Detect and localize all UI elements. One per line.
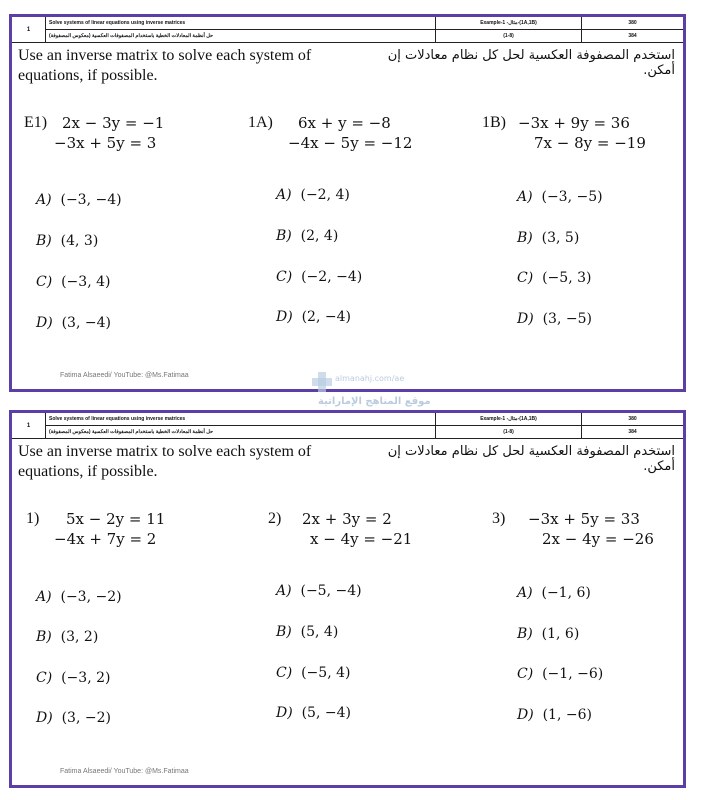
equation-1: 2x + 3y = 2 (302, 510, 392, 528)
equation-2: 2x − 4y = −26 (542, 530, 654, 548)
choice-letter: C) (517, 270, 534, 286)
choice-value: (5, −4) (301, 705, 351, 721)
choice-letter: B) (517, 626, 533, 642)
page-cell (582, 17, 683, 42)
choice-letter: B) (276, 228, 292, 244)
choice-c[interactable] (276, 665, 350, 681)
page-number-2: 384 (628, 33, 637, 39)
choice-letter: D) (517, 311, 534, 327)
problem-label: 1A) (248, 114, 273, 131)
choice-value: (2, −4) (301, 309, 351, 325)
choice-d[interactable] (276, 309, 351, 325)
choice-b[interactable] (517, 230, 579, 246)
lesson-title-en: Solve systems of linear equations using inverse matrices (46, 413, 435, 426)
choice-a[interactable] (36, 192, 122, 208)
choice-d[interactable] (276, 705, 351, 721)
worksheet-header (12, 17, 683, 43)
choice-letter: D) (276, 705, 293, 721)
choice-b[interactable] (36, 233, 98, 249)
choice-letter: A) (276, 187, 292, 203)
problem-label: 3) (492, 510, 506, 527)
page-cell (582, 413, 683, 438)
choice-value: (−3, −5) (541, 189, 603, 205)
choice-value: (−5, 4) (301, 665, 351, 681)
instruction-arabic: استخدم المصفوفة العكسية لحل كل نظام معادلات إن أمكن. (387, 48, 675, 78)
choice-value: (−2, 4) (300, 187, 350, 203)
choice-a[interactable] (36, 589, 122, 605)
choice-value: (−5, −4) (300, 583, 362, 599)
instruction-arabic: استخدم المصفوفة العكسية لحل كل نظام معادلات إن أمكن. (387, 444, 675, 474)
choice-value: (2, 4) (300, 228, 339, 244)
lesson-title-ar: حل أنظمة المعادلات الخطية باستخدام المصفوفات العكسية (معكوس المصفوفة) (49, 429, 214, 435)
lesson-number: 1 (12, 17, 46, 42)
choice-value: (−1, 6) (541, 585, 591, 601)
choice-letter: A) (36, 192, 52, 208)
choice-c[interactable] (36, 274, 110, 290)
choice-value: (−5, 3) (542, 270, 592, 286)
choice-letter: B) (276, 624, 292, 640)
choice-letter: D) (36, 710, 53, 726)
choice-value: (−3, −4) (60, 192, 122, 208)
choice-b[interactable] (276, 624, 338, 640)
example-cell (436, 17, 582, 42)
page-number-2: 384 (628, 429, 637, 435)
worksheet-header (12, 413, 683, 439)
lesson-title-en: Solve systems of linear equations using inverse matrices (46, 17, 435, 30)
lesson-titles (46, 17, 436, 42)
problem-label: 2) (268, 510, 282, 527)
choice-d[interactable] (517, 707, 592, 723)
equation-1: 5x − 2y = 11 (66, 510, 166, 528)
choice-c[interactable] (276, 269, 362, 285)
choice-letter: D) (517, 707, 534, 723)
equation-2: 7x − 8y = −19 (534, 134, 646, 152)
watermark-name: موقع المناهج الإماراتية (318, 396, 431, 407)
equation-1: −3x + 9y = 36 (518, 114, 630, 132)
choice-value: (1, 6) (541, 626, 580, 642)
choice-letter: A) (517, 585, 533, 601)
choice-value: (3, −5) (542, 311, 592, 327)
exercise-range: (1-8) (503, 429, 514, 435)
choice-letter: A) (36, 589, 52, 605)
choice-letter: C) (36, 274, 53, 290)
equation-1: 6x + y = −8 (298, 114, 391, 132)
choice-value: (−1, −6) (542, 666, 604, 682)
watermark-logo-icon (312, 372, 332, 392)
choice-a[interactable] (276, 187, 350, 203)
choice-value: (3, 5) (541, 230, 580, 246)
choice-a[interactable] (276, 583, 362, 599)
choice-a[interactable] (517, 189, 603, 205)
choice-d[interactable] (36, 315, 111, 331)
choice-letter: C) (276, 269, 293, 285)
choice-c[interactable] (36, 670, 110, 686)
page-number-1: 380 (582, 413, 683, 426)
choice-value: (−2, −4) (301, 269, 363, 285)
problem-label: 1B) (482, 114, 506, 131)
choice-letter: B) (36, 629, 52, 645)
choice-letter: C) (276, 665, 293, 681)
choice-value: (1, −6) (542, 707, 592, 723)
equation-2: −4x + 7y = 2 (54, 530, 157, 548)
lesson-title-ar: حل أنظمة المعادلات الخطية باستخدام المصفوفات العكسية (معكوس المصفوفة) (49, 33, 214, 39)
problem-label: 1) (26, 510, 40, 527)
choice-letter: C) (517, 666, 534, 682)
exercise-range: (1-8) (503, 33, 514, 39)
equation-2: −4x − 5y = −12 (288, 134, 413, 152)
choice-letter: B) (517, 230, 533, 246)
choice-letter: C) (36, 670, 53, 686)
choice-value: (3, −2) (61, 710, 111, 726)
choice-c[interactable] (517, 666, 603, 682)
choice-d[interactable] (36, 710, 111, 726)
instruction-english: Use an inverse matrix to solve each system of equations, if possible. (18, 443, 312, 480)
choice-letter: D) (276, 309, 293, 325)
example-label: Example-1 -مثال-(1A,1B) (436, 17, 581, 30)
choice-b[interactable] (36, 629, 98, 645)
choice-value: (−3, 4) (61, 274, 111, 290)
page-number-1: 380 (582, 17, 683, 30)
footer-credit: Fatima Alsaeedi/ YouTube: @Ms.Fatimaa (60, 372, 189, 379)
choice-value: (−3, −2) (60, 589, 122, 605)
choice-value: (−3, 2) (61, 670, 111, 686)
choice-value: (3, 2) (60, 629, 99, 645)
choice-value: (3, −4) (61, 315, 111, 331)
instruction-english: Use an inverse matrix to solve each system of equations, if possible. (18, 47, 312, 84)
choice-letter: D) (36, 315, 53, 331)
choice-letter: B) (36, 233, 52, 249)
choice-c[interactable] (517, 270, 591, 286)
choice-d[interactable] (517, 311, 592, 327)
choice-letter: A) (517, 189, 533, 205)
worksheet-2 (9, 410, 686, 788)
example-cell (436, 413, 582, 438)
problem-label: E1) (24, 114, 48, 131)
choice-b[interactable] (276, 228, 338, 244)
choice-value: (4, 3) (60, 233, 99, 249)
example-label: Example-1 -مثال-(1A,1B) (436, 413, 581, 426)
equation-2: x − 4y = −21 (310, 530, 413, 548)
lesson-titles (46, 413, 436, 438)
equation-2: −3x + 5y = 3 (54, 134, 157, 152)
choice-value: (5, 4) (300, 624, 339, 640)
choice-b[interactable] (517, 626, 579, 642)
worksheet-1 (9, 14, 686, 392)
equation-1: −3x + 5y = 33 (528, 510, 640, 528)
footer-credit: Fatima Alsaeedi/ YouTube: @Ms.Fatimaa (60, 768, 189, 775)
equation-1: 2x − 3y = −1 (62, 114, 165, 132)
choice-a[interactable] (517, 585, 591, 601)
choice-letter: A) (276, 583, 292, 599)
watermark-url: almanahj.com/ae (335, 374, 405, 383)
lesson-number: 1 (12, 413, 46, 438)
